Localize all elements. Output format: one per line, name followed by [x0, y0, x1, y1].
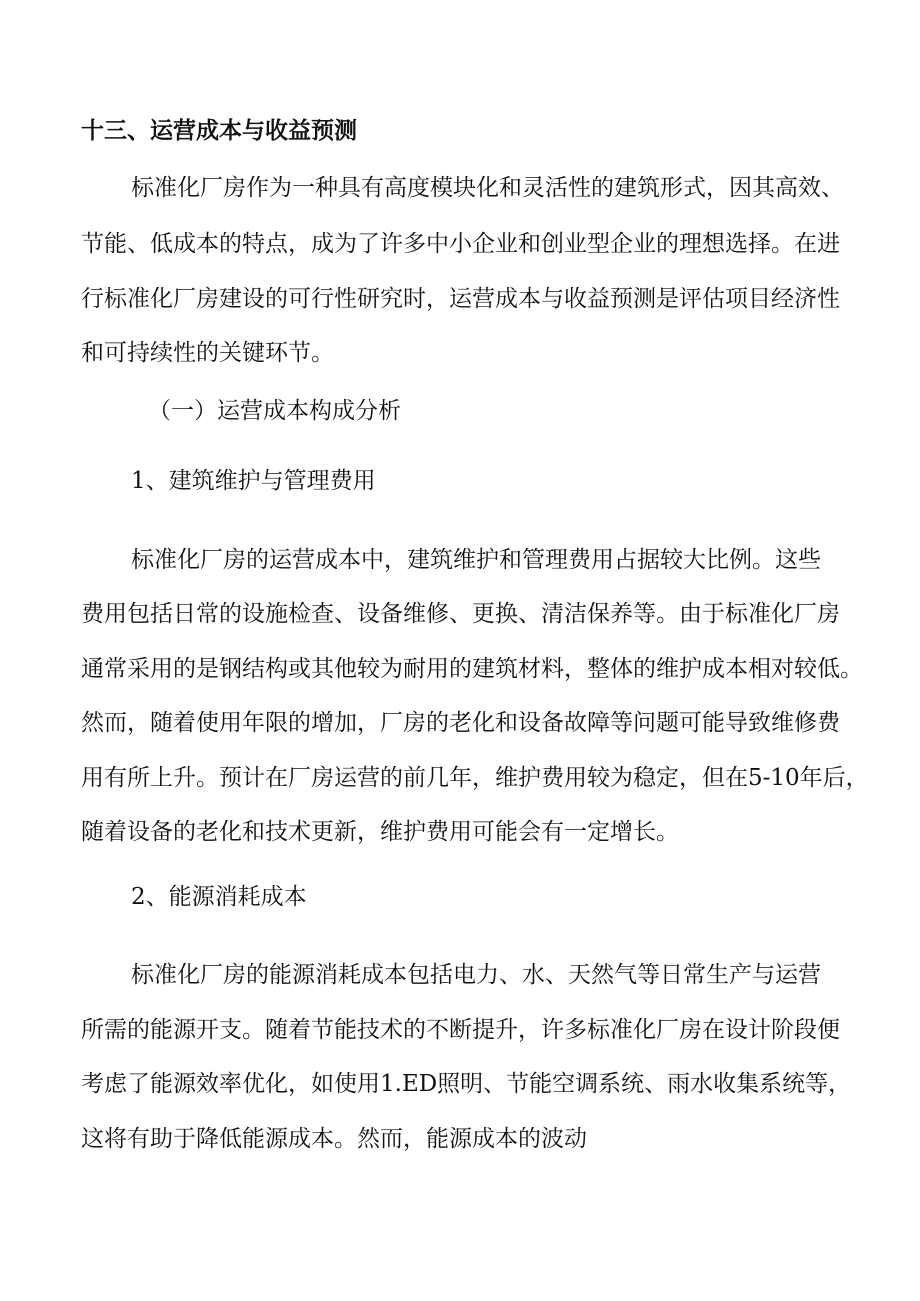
item1-line-1: 标准化厂房的运营成本中，建筑维护和管理费用占据较大比例。这些: [131, 547, 821, 573]
item1-line-2: 费用包括日常的设施检查、设备维修、更换、清洁保养等。由于标准化厂房: [81, 601, 840, 627]
item2-title: 2、能源消耗成本: [131, 884, 307, 910]
item1-title: 1、建筑维护与管理费用: [131, 468, 376, 494]
intro-line-2: 节能、低成本的特点，成为了许多中小企业和创业型企业的理想选择。在进: [81, 231, 840, 257]
intro-line-1: 标准化厂房作为一种具有高度模块化和灵活性的建筑形式，因其高效、: [131, 175, 844, 201]
item2-line-2: 所需的能源开支。随着节能技术的不断提升，许多标准化厂房在设计阶段便: [81, 1017, 840, 1043]
item2-line-1: 标准化厂房的能源消耗成本包括电力、水、天然气等日常生产与运营: [131, 962, 821, 988]
item2-line-3: 考虑了能源效率优化，如使用1.ED照明、节能空调系统、雨水收集系统等，: [81, 1071, 852, 1097]
intro-line-3: 行标准化厂房建设的可行性研究时，运营成本与收益预测是评估项目经济性: [81, 286, 840, 312]
subsection-title: （一）运营成本构成分析: [148, 398, 401, 424]
item1-line-6: 随着设备的老化和技术更新，维护费用可能会有一定增长。: [81, 819, 679, 845]
item1-line-3: 通常采用的是钢结构或其他较为耐用的建筑材料，整体的维护成本相对较低。: [81, 656, 863, 682]
item2-line-4: 这将有助于降低能源成本。然而，能源成本的波动: [81, 1126, 587, 1152]
item1-line-5: 用有所上升。预计在厂房运营的前几年，维护费用较为稳定，但在5-10年后，: [81, 765, 869, 791]
intro-line-4: 和可持续性的关键环节。: [81, 340, 334, 366]
section-title: 十三、运营成本与收益预测: [81, 117, 357, 144]
item1-line-4: 然而，随着使用年限的增加，厂房的老化和设备故障等问题可能导致维修费: [81, 710, 840, 736]
